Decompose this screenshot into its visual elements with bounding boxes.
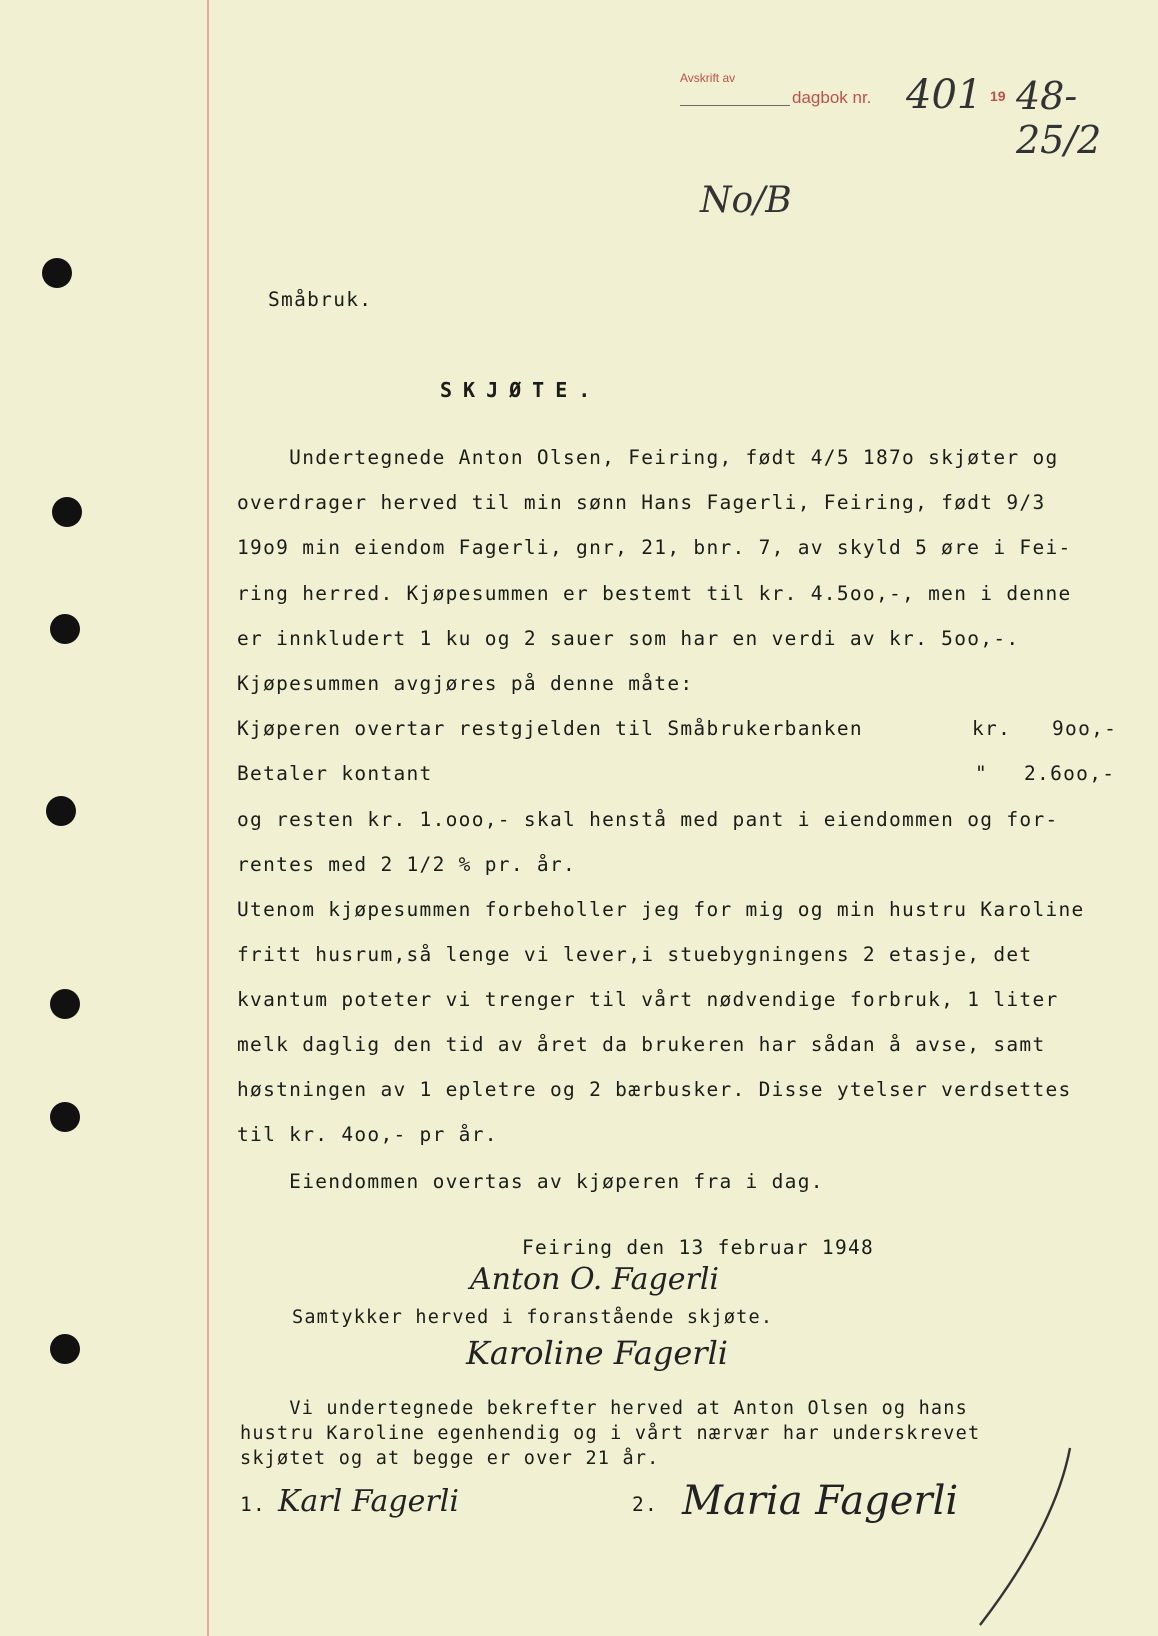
body-line: melk daglig den tid av året da brukeren har sådan å avse, samt [237,1033,1046,1056]
heading: Småbruk. [268,288,373,311]
payment-label: Betaler kontant [237,762,433,785]
signature-spouse: Karoline Fagerli [466,1334,729,1372]
document-title: SKJØTE. [440,378,602,402]
witness-number: 2. [632,1493,659,1516]
stamp-label: dagbok nr. [792,88,872,107]
body-line: og resten kr. 1.ooo,- skal henstå med pant i eiendommen og for- [237,808,1059,831]
witness-signature: Karl Fagerli [278,1484,459,1519]
consent-line: Samtykker herved i foranstående skjøte. [292,1307,774,1328]
punch-hole-7 [50,1334,80,1364]
witness-line: hustru Karoline egenhendig og i vårt nærvær har underskrevet [240,1423,981,1444]
punch-hole-6 [50,1102,80,1132]
stamp-year-prefix: 19 [990,88,1006,104]
witness-number: 1. [240,1493,267,1516]
punch-hole-3 [50,614,80,644]
stamp-small-text: Avskrift av [680,71,736,85]
body-line: er innkludert 1 ku og 2 sauer som har en verdi av kr. 5oo,-. [237,627,1020,650]
body-line: kvantum poteter vi trenger til vårt nødvendige forbruk, 1 liter [237,988,1059,1011]
body-line: Utenom kjøpesummen forbeholler jeg for mig og min hustru Karoline [237,898,1085,921]
signature-flourish [960,1440,1080,1630]
body-line: 19o9 min eiendom Fagerli, gnr, 21, bnr. 7, av skyld 5 øre i Fei- [237,536,1072,559]
body-line: høstningen av 1 epletre og 2 bærbusker. Disse ytelser verdsettes [237,1078,1072,1101]
witness-line: skjøtet og at begge er over 21 år. [240,1448,660,1469]
body-line: rentes med 2 1/2 % pr. år. [237,853,577,876]
punch-hole-4 [46,796,76,826]
body-line: fritt husrum,så lenge vi lever,i stuebygningens 2 etasje, det [237,943,1033,966]
journal-number: 401 [906,72,983,118]
punch-hole-5 [50,989,80,1019]
payment-amount: 9oo,- [1052,717,1118,740]
body-line: ring herred. Kjøpesummen er bestemt til kr. 4.5oo,-, men i denne [237,582,1072,605]
journal-stamp [680,71,1150,162]
payment-amount: 2.6oo,- [1024,762,1116,785]
payment-unit: " [975,762,989,785]
witness-line: Vi undertegnede bekrefter herved at Anton Olsen og hans [240,1398,968,1419]
journal-date: 48-25/2 [1016,74,1102,162]
place-date: Feiring den 13 februar 1948 [522,1236,875,1259]
payment-label: Kjøperen overtar restgjelden til Småbrukerbanken [237,717,863,740]
body-line: overdrager herved til min sønn Hans Fagerli, Feiring, født 9/3 [237,491,1046,514]
signature-seller: Anton O. Fagerli [470,1262,720,1297]
witness-signature: Maria Fagerli [682,1478,959,1524]
body-line: til kr. 4oo,- pr år. [237,1123,498,1146]
margin-rule [207,0,209,1636]
punch-hole-1 [42,258,72,288]
body-line: Eiendommen overtas av kjøperen fra i dag. [237,1170,824,1193]
stamp-rule [680,105,790,106]
reference-note: No/B [700,180,792,221]
punch-hole-2 [52,497,82,527]
body-line: Kjøpesummen avgjøres på denne måte: [237,672,694,695]
body-line: Undertegnede Anton Olsen, Feiring, født 4/5 187o skjøter og [237,446,1059,469]
payment-unit: kr. [972,717,1012,740]
